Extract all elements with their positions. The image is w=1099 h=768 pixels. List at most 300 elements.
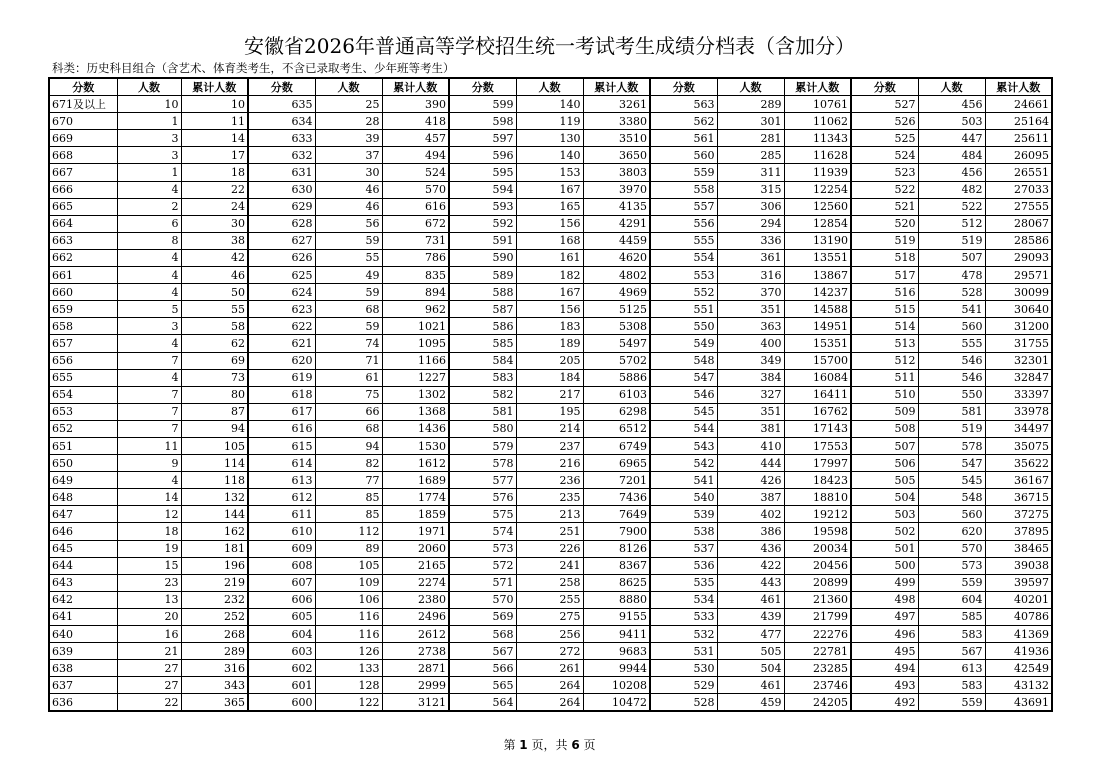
table-cell: 16411 — [784, 386, 851, 403]
table-cell: 498 — [851, 591, 918, 608]
table-cell: 261 — [516, 660, 583, 677]
table-cell: 494 — [851, 660, 918, 677]
table-cell: 19212 — [784, 506, 851, 523]
table-cell: 94 — [181, 420, 248, 437]
table-cell: 39597 — [985, 574, 1052, 591]
table-cell: 594 — [449, 181, 516, 198]
table-cell: 7 — [117, 420, 181, 437]
table-cell: 6749 — [583, 437, 650, 454]
table-cell: 5125 — [583, 301, 650, 318]
table-cell: 71 — [315, 352, 382, 369]
table-cell: 504 — [717, 660, 784, 677]
table-cell: 494 — [382, 147, 449, 164]
table-cell: 69 — [181, 352, 248, 369]
table-cell: 632 — [248, 147, 315, 164]
table-cell: 566 — [449, 660, 516, 677]
table-cell: 14 — [181, 130, 248, 147]
table-cell: 570 — [918, 540, 985, 557]
table-cell: 130 — [516, 130, 583, 147]
table-cell: 603 — [248, 643, 315, 660]
table-cell: 55 — [181, 301, 248, 318]
table-cell: 22 — [181, 181, 248, 198]
table-cell: 4291 — [583, 215, 650, 232]
table-cell: 22276 — [784, 626, 851, 643]
table-cell: 349 — [717, 352, 784, 369]
table-cell: 543 — [650, 437, 717, 454]
table-cell: 1436 — [382, 420, 449, 437]
table-row — [49, 557, 1052, 574]
table-cell: 478 — [918, 267, 985, 284]
table-cell: 522 — [918, 198, 985, 215]
table-row — [49, 164, 1052, 181]
table-cell: 20899 — [784, 574, 851, 591]
table-cell: 652 — [49, 420, 117, 437]
table-cell: 25164 — [985, 113, 1052, 130]
table-cell: 3121 — [382, 694, 449, 712]
table-cell: 1971 — [382, 523, 449, 540]
table-cell: 515 — [851, 301, 918, 318]
table-cell: 558 — [650, 181, 717, 198]
table-cell: 585 — [918, 608, 985, 625]
table-cell: 18810 — [784, 489, 851, 506]
table-cell: 16084 — [784, 369, 851, 386]
table-cell: 530 — [650, 660, 717, 677]
table-cell: 641 — [49, 608, 117, 625]
table-cell: 894 — [382, 284, 449, 301]
column-header: 人数 — [117, 78, 181, 96]
table-cell: 281 — [717, 130, 784, 147]
table-cell: 619 — [248, 369, 315, 386]
table-cell: 236 — [516, 472, 583, 489]
table-cell: 555 — [650, 232, 717, 249]
table-cell: 21360 — [784, 591, 851, 608]
table-cell: 68 — [315, 301, 382, 318]
table-cell: 316 — [717, 267, 784, 284]
table-cell: 646 — [49, 523, 117, 540]
table-cell: 518 — [851, 249, 918, 266]
table-cell: 400 — [717, 335, 784, 352]
table-cell: 570 — [382, 181, 449, 198]
table-cell: 30099 — [985, 284, 1052, 301]
table-cell: 519 — [851, 232, 918, 249]
table-cell: 80 — [181, 386, 248, 403]
table-cell: 132 — [181, 489, 248, 506]
table-cell: 557 — [650, 198, 717, 215]
table-cell: 731 — [382, 232, 449, 249]
table-cell: 531 — [650, 643, 717, 660]
table-cell: 598 — [449, 113, 516, 130]
table-cell: 2 — [117, 198, 181, 215]
table-cell: 529 — [650, 677, 717, 694]
table-cell: 7201 — [583, 472, 650, 489]
table-cell: 552 — [650, 284, 717, 301]
table-cell: 77 — [315, 472, 382, 489]
table-cell: 505 — [717, 643, 784, 660]
table-cell: 540 — [650, 489, 717, 506]
table-cell: 636 — [49, 694, 117, 712]
table-cell: 536 — [650, 557, 717, 574]
table-cell: 105 — [315, 557, 382, 574]
table-cell: 46 — [315, 181, 382, 198]
table-cell: 634 — [248, 113, 315, 130]
table-cell: 559 — [918, 574, 985, 591]
table-cell: 16 — [117, 626, 181, 643]
table-cell: 24 — [181, 198, 248, 215]
table-cell: 590 — [449, 249, 516, 266]
table-cell: 3803 — [583, 164, 650, 181]
table-cell: 26551 — [985, 164, 1052, 181]
table-cell: 4135 — [583, 198, 650, 215]
table-row — [49, 215, 1052, 232]
table-cell: 46 — [181, 267, 248, 284]
table-cell: 456 — [918, 164, 985, 181]
table-cell: 547 — [918, 455, 985, 472]
table-cell: 20034 — [784, 540, 851, 557]
table-cell: 517 — [851, 267, 918, 284]
table-cell: 256 — [516, 626, 583, 643]
table-cell: 534 — [650, 591, 717, 608]
table-cell: 9944 — [583, 660, 650, 677]
table-cell: 5 — [117, 301, 181, 318]
table-cell: 4 — [117, 284, 181, 301]
table-cell: 184 — [516, 369, 583, 386]
category-subtitle: 科类：历史科目组合（含艺术、体育类考生，不含已录取考生、少年班等考生） — [52, 61, 455, 75]
table-row — [49, 403, 1052, 420]
table-cell: 638 — [49, 660, 117, 677]
table-cell: 8126 — [583, 540, 650, 557]
table-cell: 4 — [117, 335, 181, 352]
table-cell: 629 — [248, 198, 315, 215]
table-cell: 499 — [851, 574, 918, 591]
column-header: 分数 — [449, 78, 516, 96]
table-cell: 42549 — [985, 660, 1052, 677]
table-cell: 786 — [382, 249, 449, 266]
table-cell: 1 — [117, 164, 181, 181]
table-cell: 538 — [650, 523, 717, 540]
table-cell: 559 — [918, 694, 985, 712]
table-cell: 181 — [181, 540, 248, 557]
table-cell: 19 — [117, 540, 181, 557]
table-cell: 962 — [382, 301, 449, 318]
table-cell: 10761 — [784, 96, 851, 113]
table-cell: 7 — [117, 403, 181, 420]
table-cell: 4 — [117, 249, 181, 266]
table-cell: 9 — [117, 455, 181, 472]
table-cell: 539 — [650, 506, 717, 523]
table-cell: 390 — [382, 96, 449, 113]
table-cell: 550 — [650, 318, 717, 335]
table-cell: 3 — [117, 147, 181, 164]
table-cell: 255 — [516, 591, 583, 608]
table-cell: 631 — [248, 164, 315, 181]
table-cell: 522 — [851, 181, 918, 198]
table-cell: 34497 — [985, 420, 1052, 437]
table-cell: 25611 — [985, 130, 1052, 147]
table-cell: 564 — [449, 694, 516, 712]
table-cell: 610 — [248, 523, 315, 540]
table-cell: 513 — [851, 335, 918, 352]
table-cell: 613 — [918, 660, 985, 677]
table-cell: 569 — [449, 608, 516, 625]
table-cell: 546 — [918, 352, 985, 369]
table-cell: 42 — [181, 249, 248, 266]
table-cell: 514 — [851, 318, 918, 335]
table-row — [49, 267, 1052, 284]
table-cell: 505 — [851, 472, 918, 489]
table-cell: 4 — [117, 181, 181, 198]
table-cell: 620 — [918, 523, 985, 540]
table-cell: 521 — [851, 198, 918, 215]
table-cell: 2871 — [382, 660, 449, 677]
table-cell: 22781 — [784, 643, 851, 660]
table-cell: 545 — [918, 472, 985, 489]
table-cell: 567 — [918, 643, 985, 660]
column-header: 人数 — [315, 78, 382, 96]
table-cell: 289 — [181, 643, 248, 660]
table-cell: 583 — [918, 626, 985, 643]
table-cell: 189 — [516, 335, 583, 352]
table-cell: 4 — [117, 472, 181, 489]
table-cell: 5308 — [583, 318, 650, 335]
score-distribution-table — [48, 77, 1053, 712]
table-cell: 217 — [516, 386, 583, 403]
table-cell: 27 — [117, 660, 181, 677]
table-row — [49, 284, 1052, 301]
table-cell: 571 — [449, 574, 516, 591]
table-cell: 519 — [918, 232, 985, 249]
table-cell: 109 — [315, 574, 382, 591]
table-cell: 1689 — [382, 472, 449, 489]
table-cell: 7436 — [583, 489, 650, 506]
table-cell: 31200 — [985, 318, 1052, 335]
table-cell: 477 — [717, 626, 784, 643]
table-cell: 663 — [49, 232, 117, 249]
table-cell: 426 — [717, 472, 784, 489]
column-header: 累计人数 — [784, 78, 851, 96]
table-cell: 6965 — [583, 455, 650, 472]
table-cell: 27555 — [985, 198, 1052, 215]
table-cell: 384 — [717, 369, 784, 386]
table-cell: 386 — [717, 523, 784, 540]
table-row — [49, 113, 1052, 130]
table-cell: 28 — [315, 113, 382, 130]
table-cell: 600 — [248, 694, 315, 712]
table-cell: 510 — [851, 386, 918, 403]
table-cell: 533 — [650, 608, 717, 625]
table-cell: 447 — [918, 130, 985, 147]
table-cell: 264 — [516, 677, 583, 694]
table-cell: 10 — [117, 96, 181, 113]
table-cell: 264 — [516, 694, 583, 712]
table-cell: 624 — [248, 284, 315, 301]
table-cell: 671及以上 — [49, 96, 117, 113]
table-cell: 167 — [516, 284, 583, 301]
table-cell: 526 — [851, 113, 918, 130]
table-cell: 586 — [449, 318, 516, 335]
table-cell: 85 — [315, 489, 382, 506]
table-cell: 3510 — [583, 130, 650, 147]
table-cell: 459 — [717, 694, 784, 712]
table-cell: 660 — [49, 284, 117, 301]
table-cell: 1530 — [382, 437, 449, 454]
table-cell: 584 — [449, 352, 516, 369]
table-cell: 216 — [516, 455, 583, 472]
table-cell: 608 — [248, 557, 315, 574]
table-cell: 237 — [516, 437, 583, 454]
table-cell: 597 — [449, 130, 516, 147]
table-cell: 9683 — [583, 643, 650, 660]
table-cell: 15700 — [784, 352, 851, 369]
table-cell: 6298 — [583, 403, 650, 420]
table-cell: 7649 — [583, 506, 650, 523]
table-cell: 615 — [248, 437, 315, 454]
table-cell: 6 — [117, 215, 181, 232]
table-cell: 35622 — [985, 455, 1052, 472]
table-cell: 10 — [181, 96, 248, 113]
table-cell: 524 — [851, 147, 918, 164]
table-cell: 9155 — [583, 608, 650, 625]
table-cell: 2738 — [382, 643, 449, 660]
table-cell: 183 — [516, 318, 583, 335]
table-cell: 20456 — [784, 557, 851, 574]
table-cell: 581 — [918, 403, 985, 420]
table-cell: 507 — [918, 249, 985, 266]
table-cell: 541 — [650, 472, 717, 489]
table-cell: 496 — [851, 626, 918, 643]
table-cell: 43132 — [985, 677, 1052, 694]
table-cell: 443 — [717, 574, 784, 591]
table-cell: 589 — [449, 267, 516, 284]
table-cell: 118 — [181, 472, 248, 489]
table-cell: 82 — [315, 455, 382, 472]
table-cell: 659 — [49, 301, 117, 318]
table-cell: 226 — [516, 540, 583, 557]
table-cell: 5886 — [583, 369, 650, 386]
table-cell: 343 — [181, 677, 248, 694]
table-cell: 8 — [117, 232, 181, 249]
table-cell: 40201 — [985, 591, 1052, 608]
table-cell: 162 — [181, 523, 248, 540]
table-cell: 4 — [117, 267, 181, 284]
table-row — [49, 437, 1052, 454]
table-cell: 573 — [449, 540, 516, 557]
table-cell: 541 — [918, 301, 985, 318]
table-cell: 61 — [315, 369, 382, 386]
table-body — [49, 96, 1052, 712]
table-cell: 497 — [851, 608, 918, 625]
table-cell: 1021 — [382, 318, 449, 335]
table-cell: 272 — [516, 643, 583, 660]
table-cell: 214 — [516, 420, 583, 437]
table-cell: 570 — [449, 591, 516, 608]
table-cell: 6512 — [583, 420, 650, 437]
table-cell: 2380 — [382, 591, 449, 608]
table-cell: 306 — [717, 198, 784, 215]
table-cell: 49 — [315, 267, 382, 284]
table-cell: 627 — [248, 232, 315, 249]
table-cell: 545 — [650, 403, 717, 420]
table-cell: 30 — [181, 215, 248, 232]
table-cell: 18 — [181, 164, 248, 181]
table-row — [49, 660, 1052, 677]
table-cell: 14237 — [784, 284, 851, 301]
table-cell: 381 — [717, 420, 784, 437]
table-cell: 546 — [918, 369, 985, 386]
table-cell: 666 — [49, 181, 117, 198]
table-cell: 17 — [181, 147, 248, 164]
table-cell: 578 — [918, 437, 985, 454]
table-cell: 4802 — [583, 267, 650, 284]
table-header-row — [49, 78, 1052, 96]
table-cell: 572 — [449, 557, 516, 574]
table-cell: 640 — [49, 626, 117, 643]
table-cell: 1368 — [382, 403, 449, 420]
table-row — [49, 352, 1052, 369]
table-cell: 601 — [248, 677, 315, 694]
table-cell: 516 — [851, 284, 918, 301]
table-cell: 7900 — [583, 523, 650, 540]
table-cell: 618 — [248, 386, 315, 403]
table-cell: 582 — [449, 386, 516, 403]
table-row — [49, 455, 1052, 472]
table-cell: 241 — [516, 557, 583, 574]
table-cell: 528 — [918, 284, 985, 301]
table-cell: 1302 — [382, 386, 449, 403]
table-cell: 503 — [851, 506, 918, 523]
table-cell: 579 — [449, 437, 516, 454]
table-cell: 1612 — [382, 455, 449, 472]
table-cell: 161 — [516, 249, 583, 266]
table-cell: 23746 — [784, 677, 851, 694]
table-cell: 528 — [650, 694, 717, 712]
table-cell: 94 — [315, 437, 382, 454]
table-cell: 617 — [248, 403, 315, 420]
table-row — [49, 335, 1052, 352]
table-cell: 605 — [248, 608, 315, 625]
column-header: 分数 — [650, 78, 717, 96]
table-cell: 27 — [117, 677, 181, 694]
table-cell: 126 — [315, 643, 382, 660]
table-cell: 578 — [449, 455, 516, 472]
table-cell: 4 — [117, 369, 181, 386]
table-cell: 85 — [315, 506, 382, 523]
table-cell: 561 — [650, 130, 717, 147]
table-cell: 585 — [449, 335, 516, 352]
table-cell: 39 — [315, 130, 382, 147]
table-cell: 311 — [717, 164, 784, 181]
table-cell: 604 — [248, 626, 315, 643]
table-cell: 609 — [248, 540, 315, 557]
table-cell: 418 — [382, 113, 449, 130]
table-cell: 647 — [49, 506, 117, 523]
table-cell: 370 — [717, 284, 784, 301]
table-cell: 457 — [382, 130, 449, 147]
table-cell: 12560 — [784, 198, 851, 215]
table-cell: 59 — [315, 232, 382, 249]
table-cell: 365 — [181, 694, 248, 712]
table-cell: 410 — [717, 437, 784, 454]
table-cell: 653 — [49, 403, 117, 420]
table-cell: 87 — [181, 403, 248, 420]
table-cell: 116 — [315, 608, 382, 625]
table-cell: 639 — [49, 643, 117, 660]
table-cell: 560 — [918, 318, 985, 335]
table-cell: 4620 — [583, 249, 650, 266]
table-cell: 33397 — [985, 386, 1052, 403]
table-cell: 3 — [117, 318, 181, 335]
table-cell: 28067 — [985, 215, 1052, 232]
table-cell: 275 — [516, 608, 583, 625]
